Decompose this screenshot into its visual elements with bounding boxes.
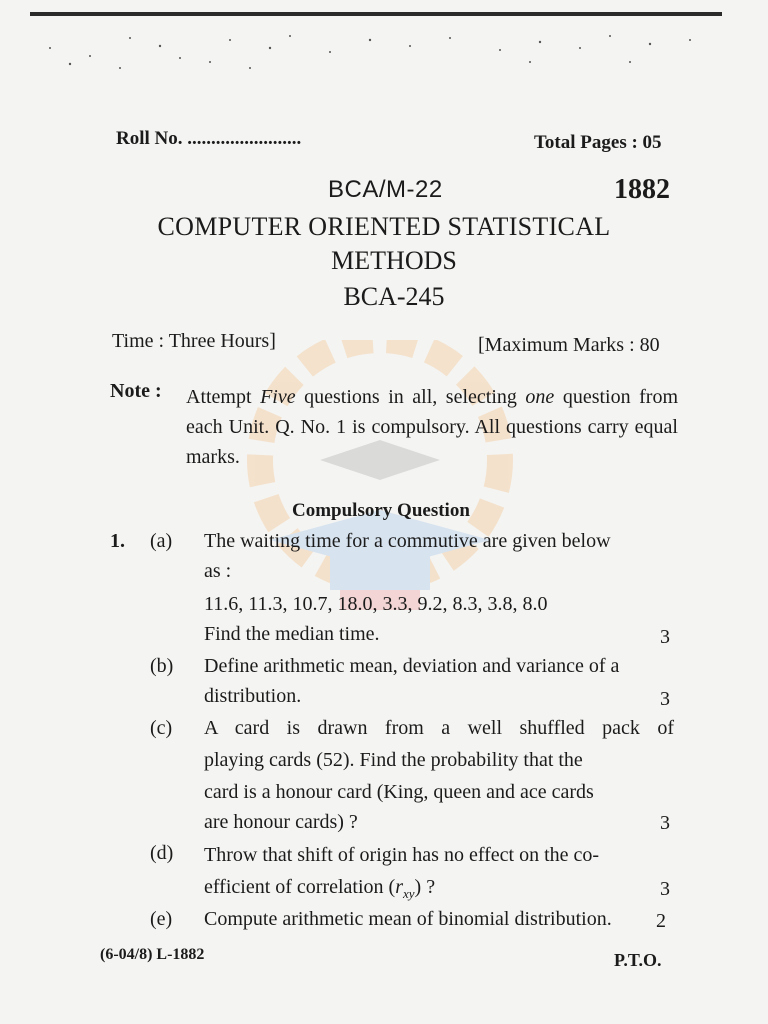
part-text: A card is drawn from a well shuffled pack of bbox=[204, 717, 674, 739]
scan-noise bbox=[30, 18, 730, 88]
section-title: Compulsory Question bbox=[292, 500, 470, 521]
time-allowed: Time : Three Hours] bbox=[112, 330, 276, 352]
part-marks: 3 bbox=[660, 812, 670, 834]
part-marks: 3 bbox=[660, 878, 670, 900]
footer-code: (6-04/8) L-1882 bbox=[100, 946, 205, 963]
maximum-marks: [Maximum Marks : 80 bbox=[478, 334, 660, 356]
total-pages: Total Pages : 05 bbox=[534, 132, 662, 153]
paper-code: BCA/M-22 bbox=[328, 176, 443, 203]
part-label: (a) bbox=[150, 530, 173, 552]
part-label: (e) bbox=[150, 908, 173, 930]
part-text: efficient of correlation $(r_{xy})$ ? bbox=[204, 876, 436, 901]
part-text: distribution. bbox=[204, 685, 302, 707]
roll-number-field: Roll No. ........................ bbox=[116, 128, 302, 149]
paper-title-line1: COMPUTER ORIENTED STATISTICAL bbox=[157, 212, 611, 241]
part-text: Compute arithmetic mean of binomial distribution. bbox=[204, 908, 612, 930]
part-marks: 3 bbox=[660, 626, 670, 648]
part-text: Find the median time. bbox=[204, 623, 380, 645]
part-text: are honour cards) ? bbox=[204, 811, 358, 833]
part-text: Define arithmetic mean, deviation and variance of a bbox=[204, 655, 620, 677]
part-marks: 2 bbox=[656, 910, 666, 932]
data-values: 11.6, 11.3, 10.7, 18.0, 3.3, 9.2, 8.3, 3.8, 8.0 bbox=[204, 593, 548, 615]
question-number: 1. bbox=[110, 530, 125, 552]
page-turn-over: P.T.O. bbox=[614, 950, 662, 970]
note-label: Note : bbox=[110, 380, 162, 402]
part-text: Throw that shift of origin has no effect on the co- bbox=[204, 844, 600, 866]
part-text: card is a honour card (King, queen and ace cards bbox=[204, 781, 594, 803]
scan-top-edge bbox=[30, 12, 722, 16]
part-label: (b) bbox=[150, 655, 174, 677]
paper-number: 1882 bbox=[614, 174, 670, 205]
part-text: as : bbox=[204, 560, 232, 582]
part-text: playing cards (52). Find the probability that the bbox=[204, 749, 583, 771]
note-text: Attempt Five questions in all, selecting one question from each Unit. Q. No. 1 is compulsory. All questions carry equal marks. bbox=[186, 386, 679, 468]
course-code: BCA-245 bbox=[343, 282, 445, 311]
paper-title-line2: METHODS bbox=[331, 246, 457, 275]
part-text: The waiting time for a commutive are given below bbox=[204, 530, 611, 552]
part-label: (c) bbox=[150, 717, 173, 739]
part-label: (d) bbox=[150, 842, 174, 864]
part-marks: 3 bbox=[660, 688, 670, 710]
